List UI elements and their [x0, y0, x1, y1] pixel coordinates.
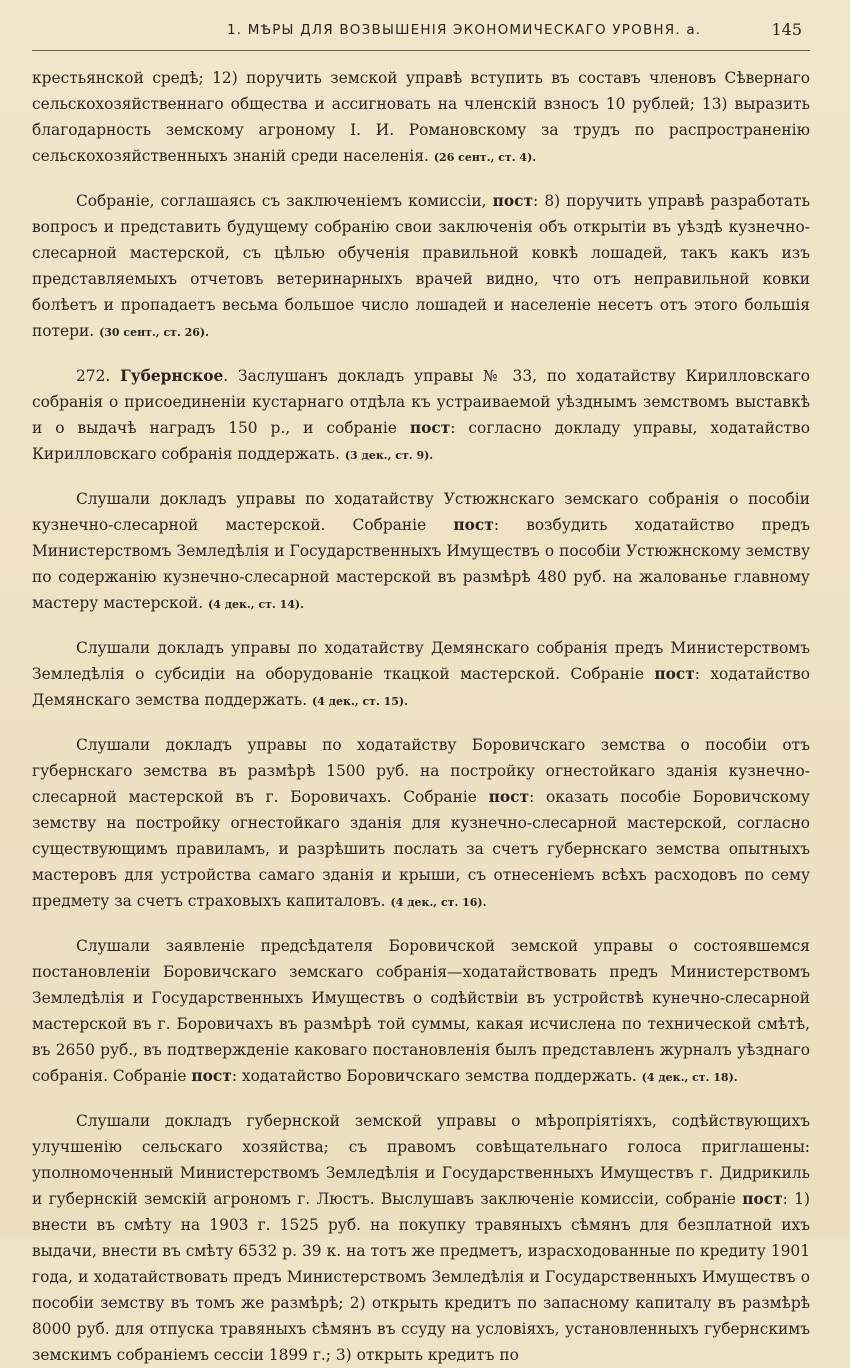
keyword-post: пост — [409, 419, 451, 437]
keyword-post: пост — [654, 665, 695, 683]
paragraph-gap — [32, 171, 810, 188]
paragraph-gap — [32, 469, 810, 486]
paragraph-text: . Заслушанъ докладъ управы № 33, по ходатайству Кирилловскаго собранія о присоединеніи кустарнаго отдѣла къ устраиваемой уѣзднымъ земствомъ выставкѣ и о выдачѣ наградъ 150 р., и собраніе — [32, 367, 810, 437]
item-number: 272. — [76, 367, 111, 385]
paragraph-text: : ходатайство Демянскаго земства поддержать. — [32, 665, 810, 709]
paragraph-demyansk — [32, 635, 810, 715]
paragraph-borovichi-workshop — [32, 732, 810, 916]
paragraph-resolution-workshop — [32, 188, 810, 346]
citation-ref: (4 дек., ст. 14). — [208, 598, 304, 611]
paragraph-text: Слушали докладъ управы по ходатайству Устюжнскаго земскаго собранія о пособіи кузнечно-слесарной мастерской. Собраніе — [32, 490, 810, 534]
keyword-post: пост — [191, 1067, 232, 1085]
page-number: 145 — [771, 20, 802, 39]
citation-ref: (3 дек., ст. 9). — [344, 449, 434, 462]
paragraph-text: Собраніе, соглашаясь съ заключеніемъ комиссіи, — [76, 192, 487, 210]
paragraph-text: крестьянской средѣ; 12) поручить земской управѣ вступить въ составъ членовъ Сѣвернаго сельскохозяйственнаго общества и ассигновать на членскій взносъ 10 рублей; 13) выразить благодарность земскому агроному І. И. Романовскому за трудъ по распространенію сельскохозяйственныхъ знаній среди населенія. — [32, 69, 810, 165]
paragraph-item-272 — [32, 363, 810, 469]
paragraph-text: : 1) внести въ смѣту на 1903 г. 1525 руб. на покупку травяныхъ сѣмянъ для безплатной ихъ выдачи, внести въ смѣту 6532 р. 39 к. на тотъ же предметъ, израсходованные по кредиту 1901 года, и ходатайствовать предъ Министерствомъ Земледѣлія и Государственныхъ Имуществъ о пособіи земству въ томъ же размѣрѣ; 2) открыть кредитъ по запасному капиталу въ размѣрѣ 8000 руб. для отпуска травяныхъ сѣмянъ въ ссуду на условіяхъ, установленныхъ губернскимъ земскимъ собраніемъ сессіи 1899 г.; 3) открыть кредитъ по — [32, 1190, 810, 1364]
paragraph-text: Слушали докладъ губернской земской управы о мѣропріятіяхъ, содѣйствующихъ улучшенію сельскаго хозяйства; съ правомъ совѣщательнаго голоса приглашены: уполномоченный Министерствомъ Земледѣлія и Государственныхъ Имуществъ г. Дидрикиль и губернскій земскій агрономъ г. Люстъ. Выслушавъ заключеніе комиссіи, собраніе — [32, 1112, 810, 1208]
citation-ref: (30 сент., ст. 26). — [99, 326, 209, 339]
paragraph-gap — [32, 346, 810, 363]
paragraph-ustyuzhna — [32, 486, 810, 618]
paragraph-gap — [32, 618, 810, 635]
paragraph-text: : согласно докладу управы, ходатайство Кирилловскаго собранія поддержать. — [32, 419, 810, 463]
citation-ref: (4 дек., ст. 15). — [312, 695, 408, 708]
paragraph-text: Слушали докладъ управы по ходатайству Боровичскаго земства о пособіи отъ губернскаго земства въ размѣрѣ 1500 руб. на постройку огнестойкаго зданія кузнечно-слесарной мастерской въ г. Боровичахъ. Собраніе — [32, 736, 810, 806]
paragraph-gap — [32, 1091, 810, 1108]
paragraph-text: Слушали заявленіе предсѣдателя Боровичской земской управы о состоявшемся постановленіи Боровичскаго земскаго собранія—ходатайствовать предъ Министерствомъ Земледѣлія и Государственныхъ Имуществъ о содѣйствіи въ устройствѣ кунечно-слесарной мастерской въ г. Боровичахъ въ размѣрѣ той суммы, какая исчислена по технической смѣтѣ, въ 2650 руб., въ подтвержденіе каковаго постановленія былъ представленъ журналъ уѣзднаго собранія. Собраніе — [32, 937, 810, 1085]
paragraph-text: : ходатайство Боровичскаго земства поддержать. — [231, 1067, 637, 1085]
paragraph-continuation — [32, 65, 810, 171]
running-title: 1. МѢРЫ ДЛЯ ВОЗВЫШЕНІЯ ЭКОНОМИЧЕСКАГО УРОВНЯ. а. — [227, 22, 702, 38]
paragraph-text: : возбудить ходатайство предъ Министерствомъ Земледѣлія и Государственныхъ Имуществъ о пособіи Устюжнскому земству по содержанію кузнечно-слесарной мастерской въ размѣрѣ 480 руб. на жалованье главному мастеру мастерской. — [32, 516, 810, 612]
paragraph-text: Слушали докладъ управы по ходатайству Демянскаго собранія предъ Министерствомъ Земледѣлія о субсидіи на оборудованіе ткацкой мастерской. Собраніе — [32, 639, 810, 683]
paragraph-borovichi-statement — [32, 933, 810, 1091]
paragraph-gap — [32, 715, 810, 732]
citation-ref: (4 дек., ст. 18). — [641, 1071, 738, 1084]
keyword-post: пост — [492, 192, 534, 210]
paragraph-agriculture-measures — [32, 1108, 810, 1368]
keyword-post: пост — [488, 788, 530, 806]
paragraph-text: : оказать пособіе Боровичскому земству на постройку огнестойкаго зданія для кузнечно-слесарной мастерской, согласно существующимъ правиламъ, и разрѣшить послать за счетъ губернскаго земства опытныхъ мастеровъ для устройства самаго зданія и крыши, съ отнесеніемъ всѣхъ расходовъ по сему предмету за счетъ страховыхъ капиталовъ. — [32, 788, 810, 910]
paragraph-text: : 8) поручить управѣ разработать вопросъ и представить будущему собранію свои заключенія объ открытіи въ уѣздѣ кузнечно-слесарной мастерской, съ цѣлью обученія правильной ковкѣ лошадей, такъ какъ изъ представляемыхъ отчетовъ ветеринарныхъ врачей видно, что отъ неправильной ковки болѣетъ и пропадаетъ весьма большое число лошадей и населеніе несетъ отъ этого большія потери. — [32, 192, 810, 340]
page-header — [32, 20, 810, 51]
citation-ref: (4 дек., ст. 16). — [390, 896, 487, 909]
keyword-post: пост — [453, 516, 494, 534]
citation-ref: (26 сент., ст. 4). — [433, 151, 537, 164]
keyword-gubernskoe: Губернское — [120, 367, 224, 385]
paragraph-gap — [32, 916, 810, 933]
keyword-post: пост — [742, 1190, 783, 1208]
